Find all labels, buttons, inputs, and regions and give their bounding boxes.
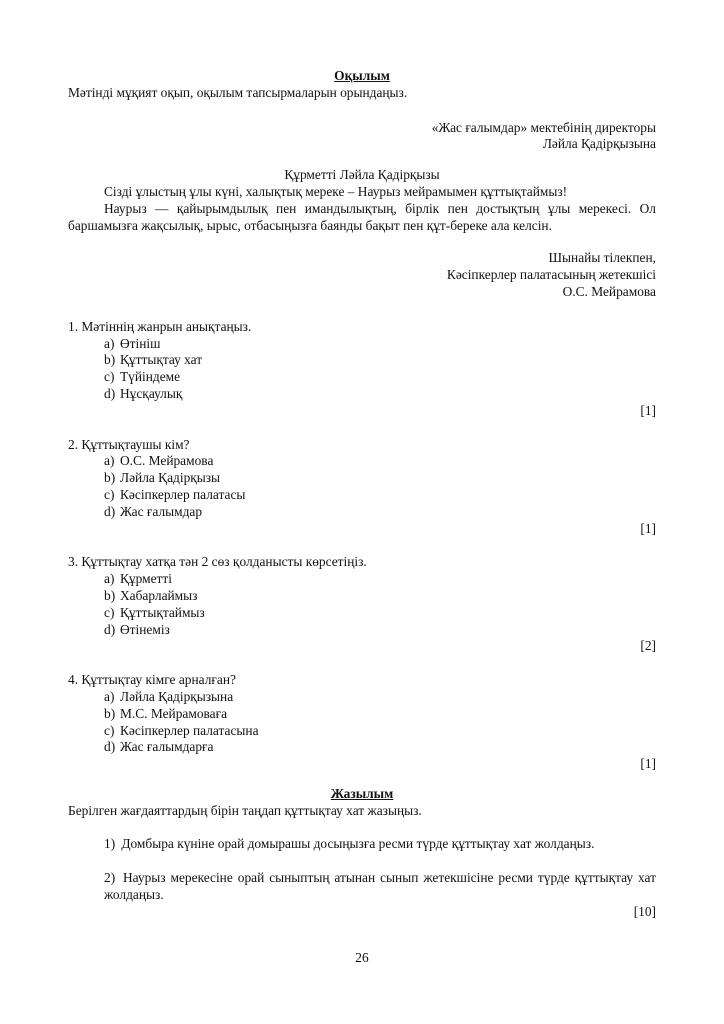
option-c: c) Құттықтаймыз — [104, 604, 205, 620]
letter-greeting: Құрметті Ләйла Қадірқызы — [284, 167, 440, 183]
question-score: [1] — [640, 402, 656, 418]
letter-paragraph-2: Наурыз — қайырымдылық пен имандылықтың, бірлік пен достықтың ұлы мерекесі. Ол баршамызға жақсылық, ырыс, отбасыңызға баянды бақыт пен құт-береке ала келсін. — [68, 200, 656, 233]
question-4 — [68, 672, 656, 773]
reading-instruction: Мәтінді мұқият оқып, оқылым тапсырмаларын орындаңыз. — [68, 84, 408, 100]
option-d: d) Жас ғалымдарға — [104, 739, 214, 755]
question-text: 3. Құттықтау хатқа тән 2 сөз қолданысты көрсетіңіз. — [68, 554, 367, 570]
writing-title: Жазылым — [330, 785, 394, 801]
question-text: 4. Құттықтау кімге арналған? — [68, 672, 236, 688]
question-score: [2] — [640, 638, 656, 654]
signer-name: О.С. Мейрамова — [562, 283, 656, 299]
option-d: d) Өтінеміз — [104, 621, 170, 637]
question-3 — [68, 554, 656, 655]
question-text: 2. Құттықтаушы кім? — [68, 436, 190, 452]
option-b: b) М.С. Мейрамоваға — [104, 705, 228, 721]
option-b: b) Хабарлаймыз — [104, 587, 198, 603]
reading-title: Оқылым — [334, 68, 390, 83]
signer-title: Кәсіпкерлер палатасының жетекшісі — [446, 267, 656, 283]
writing-instruction: Берілген жағдаяттардың бірін таңдап құттықтау хат жазыңыз. — [68, 802, 422, 818]
question-score: [1] — [640, 756, 656, 772]
option-b: b) Ләйла Қадірқызы — [104, 470, 221, 486]
letter-closing: Шынайы тілекпен, — [548, 250, 656, 266]
letter-paragraph-1: Сізді ұлыстың ұлы күні, халықтық мереке – Наурыз мейрамымен құттықтаймыз! — [104, 183, 568, 199]
question-1 — [68, 319, 656, 420]
option-c: c) Түйіндеме — [104, 369, 181, 385]
option-d: d) Жас ғалымдар — [104, 503, 203, 519]
writing-task-2: 2) Наурыз мерекесіне орай сыныптың атынан сынып жетекшісіне ресми түрде құттықтау хат жолдаңыз. — [104, 870, 656, 903]
writing-score: [10] — [633, 903, 656, 919]
option-a: a) Өтініш — [104, 335, 161, 351]
option-d: d) Нұсқаулық — [104, 385, 183, 401]
option-c: c) Кәсіпкерлер палатасы — [104, 486, 246, 502]
addressee-line-2: Ләйла Қадірқызына — [542, 136, 656, 152]
option-a: a) Ләйла Қадірқызына — [104, 688, 234, 704]
question-2 — [68, 437, 656, 538]
addressee-line-1: «Жас ғалымдар» мектебінің директоры — [431, 119, 656, 135]
option-a: a) Құрметті — [104, 571, 172, 587]
option-c: c) Кәсіпкерлер палатасына — [104, 722, 259, 738]
page-number: 26 — [355, 950, 369, 965]
option-a: a) О.С. Мейрамова — [104, 453, 214, 469]
document-page — [68, 68, 656, 921]
option-b: b) Құттықтау хат — [104, 352, 203, 368]
question-text: 1. Мәтіннің жанрын анықтаңыз. — [68, 318, 252, 334]
writing-task-1: 1) Домбыра күніне орай домырашы досыңызға ресми түрде құттықтау хат жолдаңыз. — [104, 836, 595, 852]
question-score: [1] — [640, 520, 656, 536]
